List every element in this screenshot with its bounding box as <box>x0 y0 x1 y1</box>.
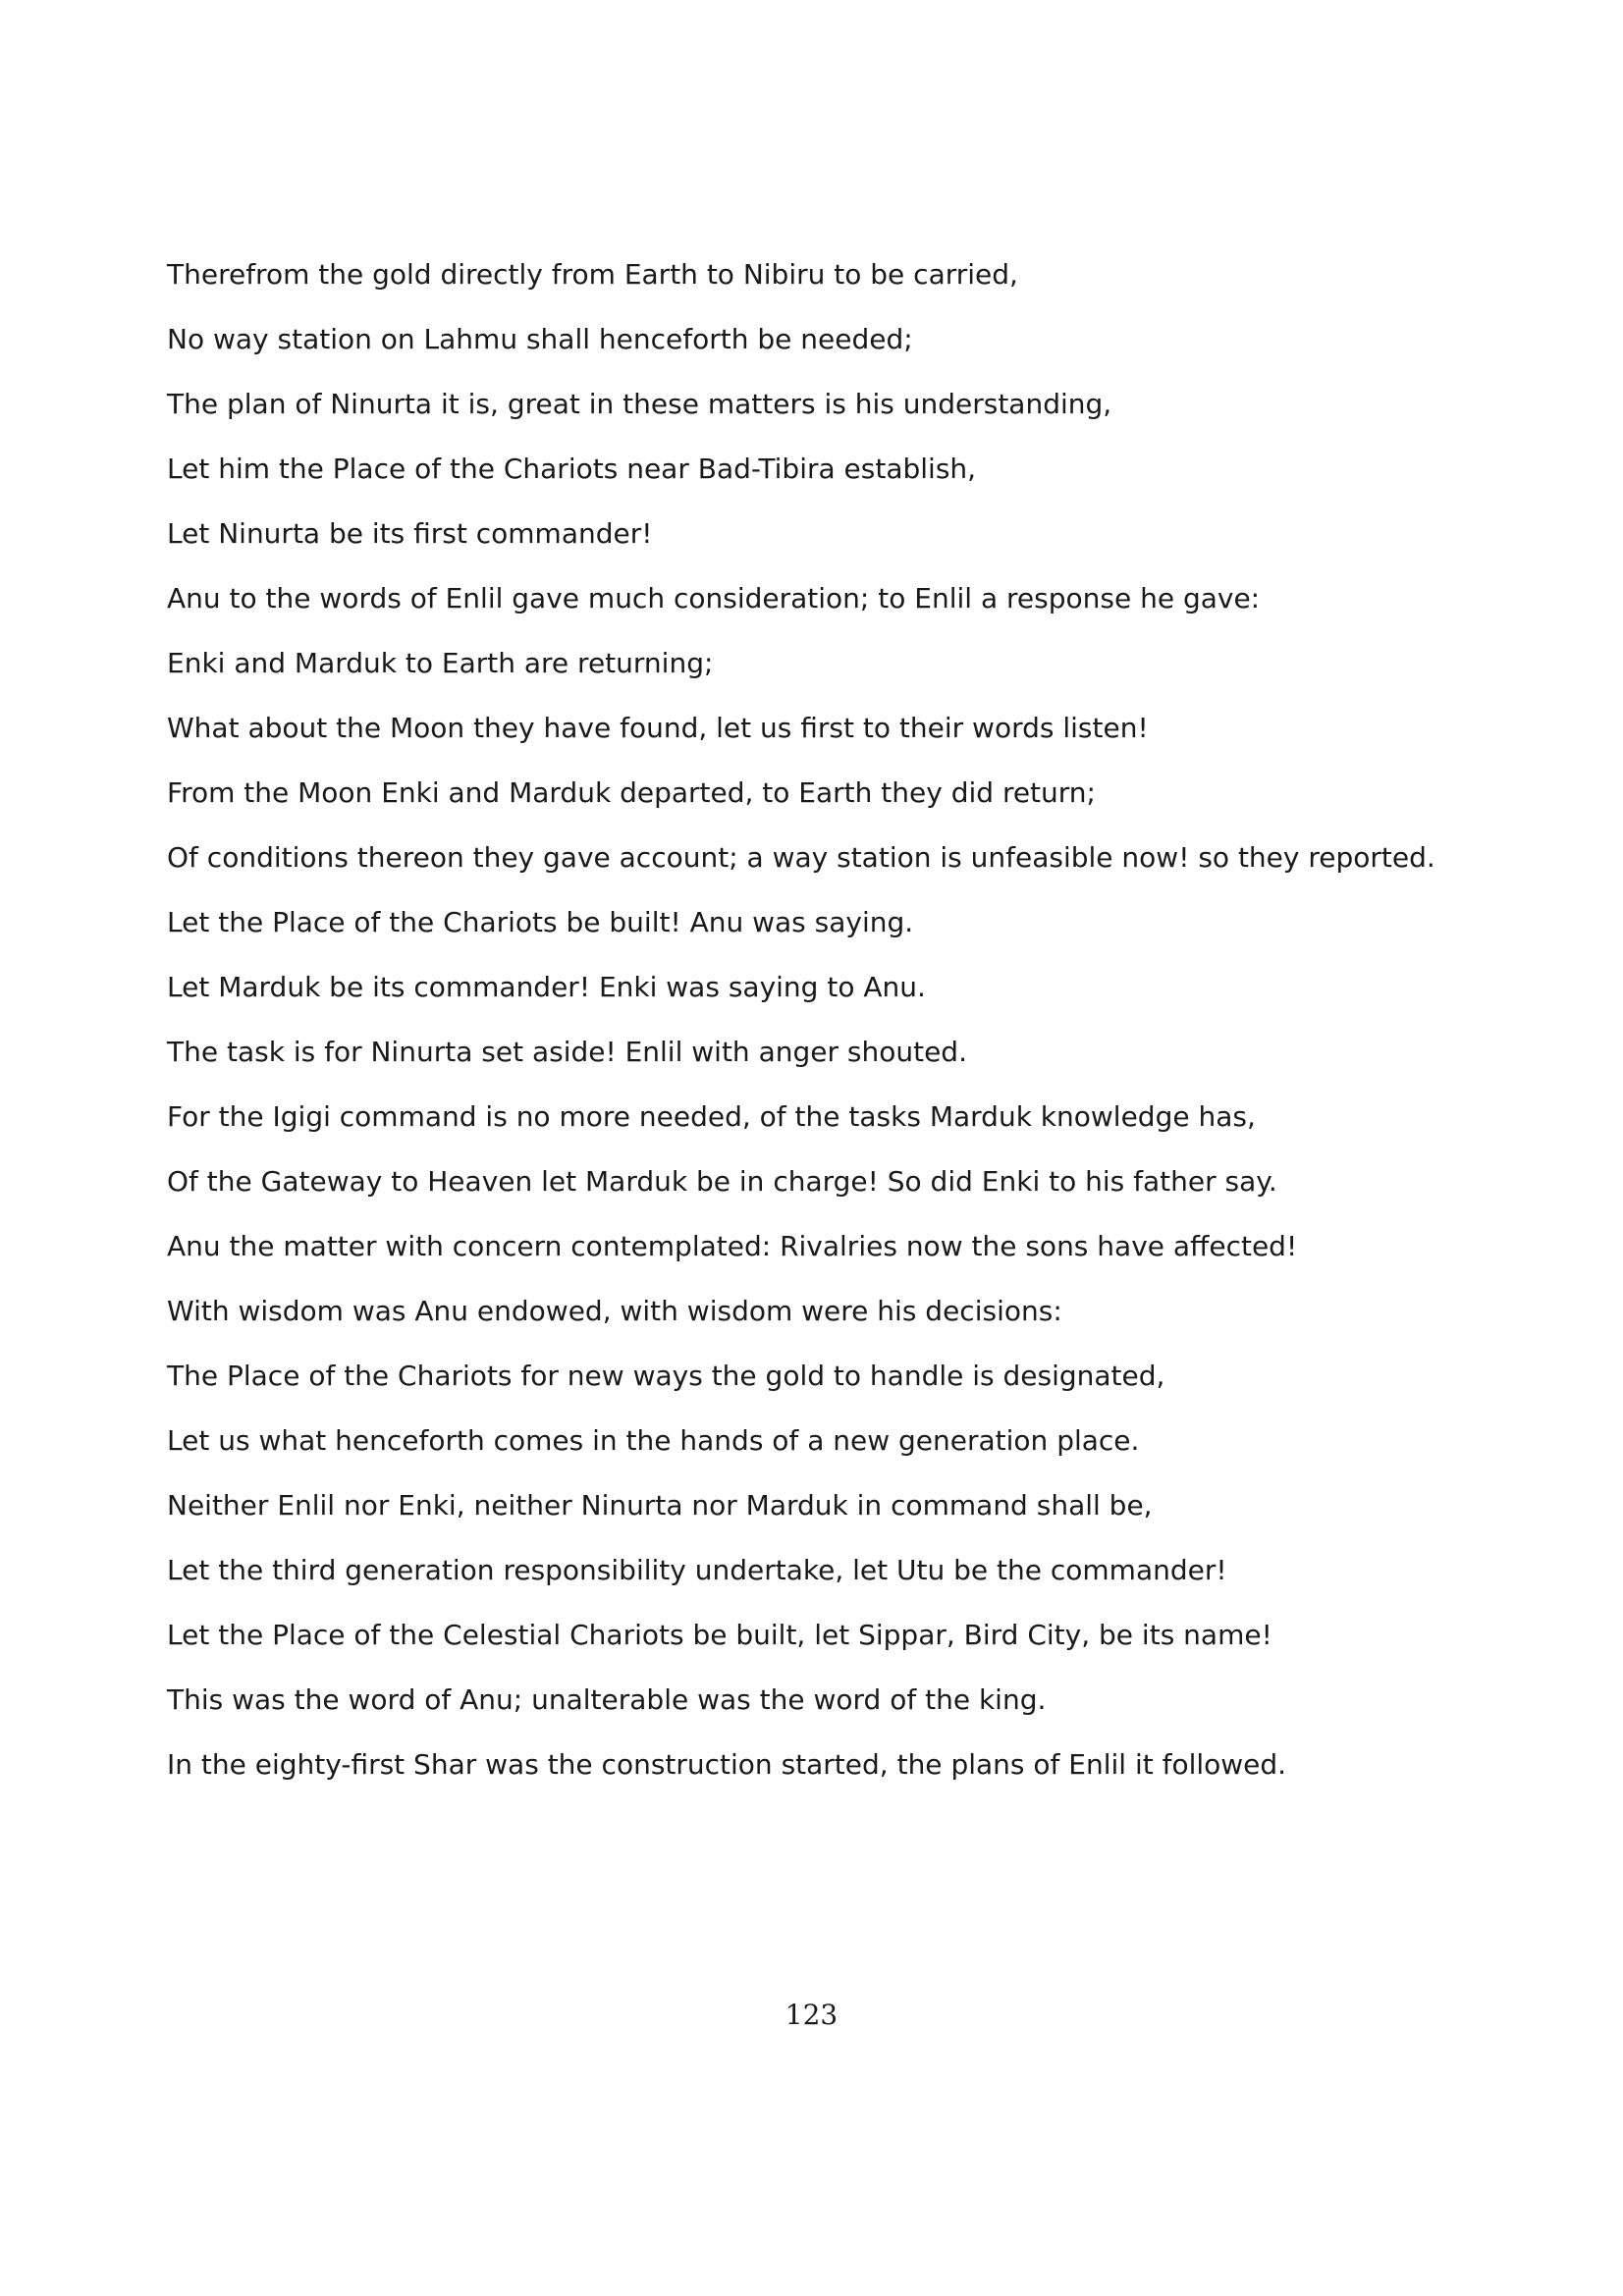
text-line: Of the Gateway to Heaven let Marduk be in charge! So did Enki to his father say. <box>167 1165 1277 1198</box>
text-line: Let the Place of the Celestial Chariots be built, let Sippar, Bird City, be its name! <box>167 1619 1272 1651</box>
text-line: Of conditions thereon they gave account; a way station is unfeasible now! so they reported. <box>167 841 1435 874</box>
text-line: Let the Place of the Chariots be built! Anu was saying. <box>167 906 914 938</box>
text-line: Anu the matter with concern contemplated: Rivalries now the sons have affected! <box>167 1230 1298 1262</box>
text-line: Enki and Marduk to Earth are returning; <box>167 647 714 679</box>
text-line: Anu to the words of Enlil gave much consideration; to Enlil a response he gave: <box>167 582 1261 614</box>
text-line: The Place of the Chariots for new ways the gold to handle is designated, <box>167 1360 1165 1392</box>
text-line: With wisdom was Anu endowed, with wisdom were his decisions: <box>167 1295 1062 1327</box>
text-line: Neither Enlil nor Enki, neither Ninurta nor Marduk in command shall be, <box>167 1489 1153 1522</box>
text-body <box>167 242 1473 1797</box>
text-line: What about the Moon they have found, let us first to their words listen! <box>167 712 1149 744</box>
text-line: This was the word of Anu; unalterable was the word of the king. <box>167 1683 1047 1716</box>
page-number: 123 <box>784 1999 839 2031</box>
text-line: From the Moon Enki and Marduk departed, to Earth they did return; <box>167 776 1096 809</box>
text-line: The task is for Ninurta set aside! Enlil with anger shouted. <box>167 1036 967 1068</box>
text-line: Let Marduk be its commander! Enki was saying to Anu. <box>167 971 926 1003</box>
text-line: Therefrom the gold directly from Earth to Nibiru to be carried, <box>167 258 1018 291</box>
text-line: The plan of Ninurta it is, great in these matters is his understanding, <box>167 388 1112 420</box>
text-line: In the eighty-first Shar was the construction started, the plans of Enlil it followed. <box>167 1748 1287 1781</box>
text-line: Let him the Place of the Chariots near Bad-Tibira establish, <box>167 453 977 485</box>
text-line: Let Ninurta be its first commander! <box>167 517 653 550</box>
text-line: No way station on Lahmu shall henceforth be needed; <box>167 323 913 355</box>
text-line: For the Igigi command is no more needed, of the tasks Marduk knowledge has, <box>167 1100 1256 1133</box>
text-line: Let the third generation responsibility undertake, let Utu be the commander! <box>167 1554 1227 1586</box>
text-line: Let us what henceforth comes in the hands of a new generation place. <box>167 1424 1140 1457</box>
